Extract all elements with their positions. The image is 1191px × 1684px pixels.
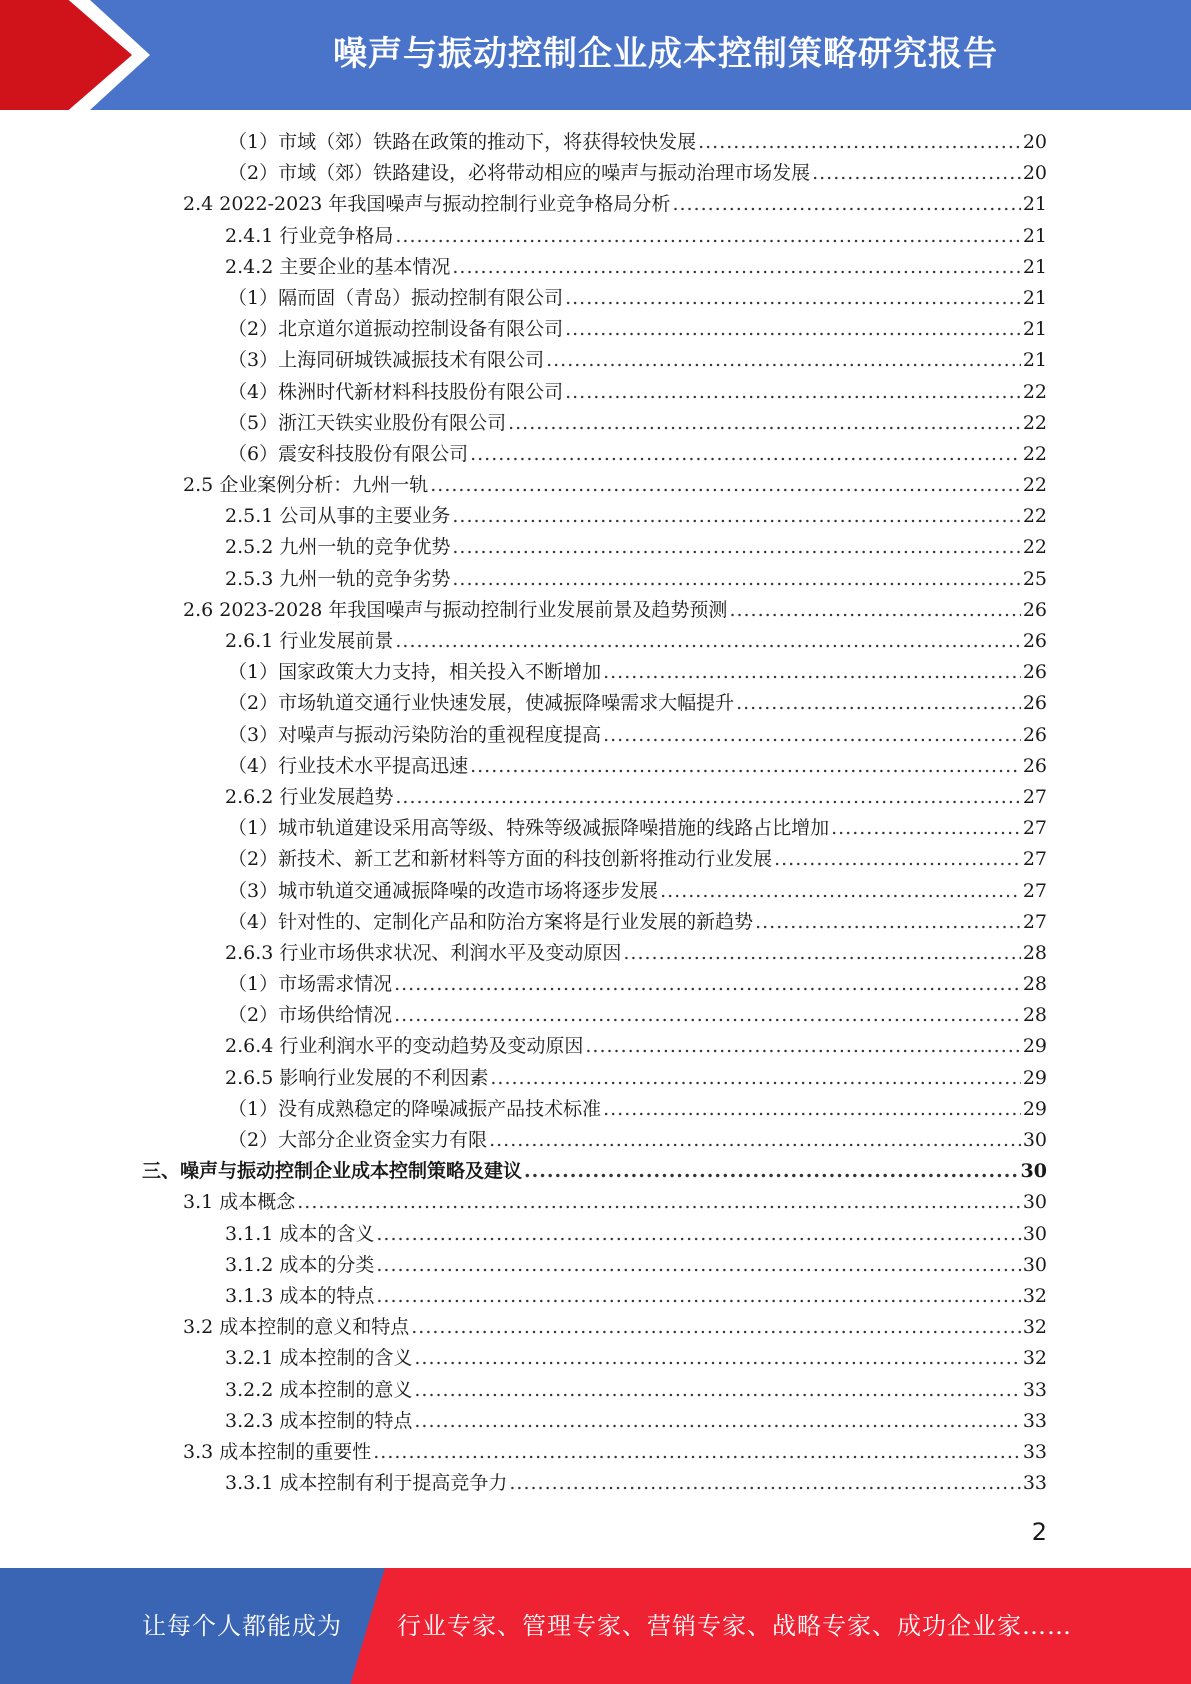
toc-entry-page: 33	[1022, 1378, 1047, 1401]
page-header	[0, 0, 1191, 110]
toc-dot-leader	[508, 408, 1021, 439]
toc-entry[interactable]	[0, 532, 1191, 563]
toc-entry-label: 3.2.1 成本控制的含义	[225, 1347, 413, 1370]
toc-entry-label: （2）北京道尔道振动控制设备有限公司	[228, 318, 564, 341]
toc-entry-page: 20	[1022, 162, 1047, 185]
toc-entry[interactable]	[0, 408, 1191, 439]
toc-entry-label: （3）上海同研城铁减振技术有限公司	[228, 349, 545, 372]
toc-dot-leader	[414, 1406, 1020, 1437]
toc-entry-page: 30	[1022, 1222, 1047, 1245]
toc-entry-label: （2）市场轨道交通行业快速发展，使减振降噪需求大幅提升	[228, 692, 735, 715]
toc-entry-page: 22	[1022, 411, 1047, 434]
toc-entry-page: 33	[1022, 1409, 1047, 1432]
toc-entry-label: 3.1.2 成本的分类	[225, 1253, 375, 1276]
toc-entry-page: 21	[1022, 349, 1047, 372]
toc-entry-label: 三、噪声与振动控制企业成本控制策略及建议	[142, 1160, 523, 1183]
toc-dot-leader	[452, 532, 1020, 563]
toc-entry[interactable]	[0, 720, 1191, 751]
toc-entry[interactable]	[0, 595, 1191, 626]
toc-dot-leader	[414, 1343, 1020, 1374]
toc-entry-page: 32	[1022, 1284, 1047, 1307]
toc-dot-leader	[452, 501, 1020, 532]
toc-dot-leader	[470, 751, 1021, 782]
toc-entry-page: 27	[1022, 879, 1047, 902]
toc-entry[interactable]	[0, 1250, 1191, 1281]
toc-entry[interactable]	[0, 221, 1191, 252]
toc-entry-label: 2.4.1 行业竞争格局	[225, 224, 394, 247]
toc-entry-page: 32	[1022, 1347, 1047, 1370]
toc-entry-label: （1）国家政策大力支持，相关投入不断增加	[228, 661, 602, 684]
toc-entry[interactable]	[0, 1063, 1191, 1094]
toc-entry-page: 21	[1022, 286, 1047, 309]
toc-entry[interactable]	[0, 813, 1191, 844]
toc-entry[interactable]	[0, 564, 1191, 595]
toc-entry[interactable]	[0, 501, 1191, 532]
toc-entry-page: 28	[1022, 973, 1047, 996]
toc-entry-label: 3.1 成本概念	[183, 1191, 296, 1214]
toc-entry-page: 22	[1022, 505, 1047, 528]
toc-entry[interactable]	[0, 876, 1191, 907]
toc-dot-leader	[603, 720, 1021, 751]
toc-entry-label: （4）针对性的、定制化产品和防治方案将是行业发展的新趋势	[228, 910, 754, 933]
toc-entry[interactable]	[0, 782, 1191, 813]
toc-dot-leader	[546, 345, 1021, 376]
toc-entry[interactable]	[0, 1031, 1191, 1062]
toc-entry-label: 2.6 2023-2028 年我国噪声与振动控制行业发展前景及趋势预测	[183, 598, 728, 621]
toc-dot-leader	[736, 688, 1021, 719]
toc-dot-leader	[774, 844, 1021, 875]
toc-dot-leader	[395, 782, 1020, 813]
toc-dot-leader	[831, 813, 1021, 844]
toc-entry-label: （2）市场供给情况	[228, 1004, 393, 1027]
toc-entry-label: （3）城市轨道交通减振降噪的改造市场将逐步发展	[228, 879, 659, 902]
toc-entry[interactable]	[0, 688, 1191, 719]
toc-entry-page: 22	[1022, 474, 1047, 497]
toc-entry-page: 26	[1022, 661, 1047, 684]
toc-dot-leader	[524, 1156, 1019, 1187]
toc-entry-page: 21	[1022, 193, 1047, 216]
toc-entry-page: 22	[1022, 442, 1047, 465]
toc-entry-page: 26	[1022, 630, 1047, 652]
toc-entry-page: 28	[1022, 1004, 1047, 1027]
toc-dot-leader	[565, 314, 1021, 345]
toc-entry[interactable]	[0, 1406, 1191, 1437]
toc-entry[interactable]	[0, 1468, 1191, 1499]
toc-entry-page: 27	[1022, 817, 1047, 840]
toc-entry-label: （1）市场需求情况	[228, 973, 393, 996]
toc-dot-leader	[376, 1250, 1020, 1281]
toc-entry-page: 32	[1022, 1316, 1047, 1339]
toc-entry-page: 27	[1022, 848, 1047, 871]
toc-dot-leader	[660, 876, 1021, 907]
toc-entry[interactable]	[0, 1156, 1191, 1187]
toc-entry[interactable]	[0, 314, 1191, 345]
toc-entry[interactable]	[0, 345, 1191, 376]
toc-entry-label: （2）大部分企业资金实力有限	[228, 1129, 488, 1151]
toc-entry-page: 26	[1022, 598, 1047, 621]
toc-entry[interactable]	[0, 189, 1191, 220]
table-of-contents	[0, 127, 1191, 1499]
header-chevron-icon	[0, 0, 132, 110]
toc-entry[interactable]	[0, 907, 1191, 938]
toc-entry[interactable]	[0, 1437, 1191, 1468]
toc-entry-label: 2.5 企业案例分析：九州一轨	[183, 474, 429, 497]
toc-dot-leader	[729, 595, 1020, 626]
toc-dot-leader	[452, 564, 1020, 595]
toc-entry-page: 26	[1022, 692, 1047, 715]
toc-entry[interactable]	[0, 283, 1191, 314]
toc-dot-leader	[672, 189, 1020, 220]
toc-dot-leader	[395, 221, 1020, 252]
toc-entry-label: （4）行业技术水平提高迅速	[228, 754, 469, 777]
toc-entry-label: 2.5.2 九州一轨的竞争优势	[225, 536, 451, 559]
toc-entry[interactable]	[0, 1312, 1191, 1343]
toc-entry[interactable]	[0, 751, 1191, 782]
toc-entry-label: （4）株洲时代新材料科技股份有限公司	[228, 380, 564, 403]
toc-entry-page: 30	[1022, 1253, 1047, 1276]
toc-entry-page: 29	[1022, 1066, 1047, 1089]
toc-entry-page: 27	[1022, 785, 1047, 808]
toc-dot-leader	[394, 969, 1021, 1000]
toc-entry[interactable]	[0, 844, 1191, 875]
toc-entry-label: （1）没有成熟稳定的降噪减振产品技术标准	[228, 1097, 602, 1120]
toc-entry[interactable]	[0, 127, 1191, 158]
toc-entry-label: （5）浙江天铁实业股份有限公司	[228, 411, 507, 434]
toc-entry-page: 28	[1022, 941, 1047, 964]
toc-dot-leader	[394, 1000, 1021, 1031]
toc-entry[interactable]	[0, 1125, 1191, 1156]
toc-entry-label: 2.4.2 主要企业的基本情况	[225, 255, 451, 278]
toc-dot-leader	[585, 1031, 1020, 1062]
toc-entry-page: 21	[1022, 318, 1047, 341]
toc-entry-label: （6）震安科技股份有限公司	[228, 442, 469, 465]
toc-entry-page: 33	[1022, 1440, 1047, 1463]
toc-entry-page: 25	[1022, 567, 1047, 590]
toc-entry[interactable]	[0, 969, 1191, 1000]
toc-dot-leader	[376, 1219, 1020, 1250]
toc-entry-label: 3.1.1 成本的含义	[225, 1222, 375, 1245]
toc-entry-label: 2.6.5 影响行业发展的不利因素	[225, 1066, 489, 1089]
toc-entry-label: 3.2.2 成本控制的意义	[225, 1378, 413, 1401]
toc-dot-leader	[565, 283, 1021, 314]
toc-dot-leader	[470, 439, 1021, 470]
toc-dot-leader	[603, 657, 1021, 688]
toc-entry-label: 2.6.4 行业利润水平的变动趋势及变动原因	[225, 1035, 584, 1058]
toc-entry-page: 21	[1022, 255, 1047, 278]
toc-entry-page: 33	[1022, 1472, 1047, 1495]
toc-entry-label: 2.6.3 行业市场供求状况、利润水平及变动原因	[225, 941, 622, 964]
toc-entry[interactable]	[0, 470, 1191, 501]
footer-slogan-right: 行业专家、管理专家、营销专家、战略专家、成功企业家……	[397, 1612, 1072, 1640]
toc-dot-leader	[395, 626, 1020, 657]
toc-entry[interactable]	[0, 1281, 1191, 1312]
toc-entry-page: 30	[1020, 1160, 1047, 1183]
toc-dot-leader	[509, 1468, 1020, 1499]
toc-entry-page: 29	[1022, 1097, 1047, 1120]
toc-entry-label: （3）对噪声与振动污染防治的重视程度提高	[228, 723, 602, 746]
toc-dot-leader	[489, 1125, 1021, 1156]
toc-entry-label: 3.3 成本控制的重要性	[183, 1440, 372, 1463]
toc-entry-label: （2）市域（郊）铁路建设，必将带动相应的噪声与振动治理市场发展	[228, 162, 811, 185]
toc-entry-label: （1）市域（郊）铁路在政策的推动下，将获得较快发展	[228, 131, 697, 153]
toc-entry-page: 29	[1022, 1035, 1047, 1058]
toc-entry-label: （1）隔而固（青岛）振动控制有限公司	[228, 286, 564, 309]
toc-entry[interactable]	[0, 158, 1191, 189]
toc-dot-leader	[623, 938, 1020, 969]
toc-entry-label: （2）新技术、新工艺和新材料等方面的科技创新将推动行业发展	[228, 848, 773, 871]
toc-entry[interactable]	[0, 377, 1191, 408]
toc-entry-label: 2.6.2 行业发展趋势	[225, 785, 394, 808]
toc-dot-leader	[755, 907, 1021, 938]
report-title: 噪声与振动控制企业成本控制策略研究报告	[333, 34, 998, 74]
toc-entry[interactable]	[0, 657, 1191, 688]
toc-entry-label: 2.5.3 九州一轨的竞争劣势	[225, 567, 451, 590]
toc-entry-label: 3.2.3 成本控制的特点	[225, 1409, 413, 1432]
page-footer	[0, 1568, 1191, 1684]
toc-dot-leader	[430, 470, 1021, 501]
toc-entry-page: 26	[1022, 754, 1047, 777]
toc-entry-page: 22	[1022, 380, 1047, 403]
toc-entry[interactable]	[0, 252, 1191, 283]
toc-entry[interactable]	[0, 1375, 1191, 1406]
toc-entry-label: 2.5.1 公司从事的主要业务	[225, 505, 451, 528]
toc-dot-leader	[452, 252, 1020, 283]
toc-entry-page: 26	[1022, 723, 1047, 746]
toc-entry[interactable]	[0, 1219, 1191, 1250]
toc-entry-page: 21	[1022, 224, 1047, 247]
toc-dot-leader	[297, 1187, 1021, 1218]
toc-entry[interactable]	[0, 626, 1191, 657]
toc-entry-page: 27	[1022, 910, 1047, 933]
toc-entry[interactable]	[0, 439, 1191, 470]
toc-entry-page: 30	[1022, 1129, 1047, 1151]
toc-entry-label: 2.4 2022-2023 年我国噪声与振动控制行业竞争格局分析	[183, 193, 671, 216]
toc-dot-leader	[490, 1063, 1020, 1094]
toc-entry-label: 3.1.3 成本的特点	[225, 1284, 375, 1307]
toc-entry-page: 30	[1022, 1191, 1047, 1214]
page-number: 2	[1031, 1518, 1047, 1546]
toc-entry[interactable]	[0, 1000, 1191, 1031]
toc-entry[interactable]	[0, 1187, 1191, 1218]
toc-dot-leader	[812, 158, 1021, 189]
toc-dot-leader	[698, 127, 1021, 158]
toc-entry-page: 20	[1022, 131, 1047, 153]
toc-dot-leader	[603, 1094, 1021, 1125]
toc-entry[interactable]	[0, 1343, 1191, 1374]
toc-dot-leader	[565, 377, 1021, 408]
toc-dot-leader	[411, 1312, 1021, 1343]
toc-entry-label: 2.6.1 行业发展前景	[225, 630, 394, 652]
toc-dot-leader	[373, 1437, 1021, 1468]
toc-entry-label: （1）城市轨道建设采用高等级、特殊等级减振降噪措施的线路占比增加	[228, 817, 830, 840]
toc-dot-leader	[414, 1375, 1020, 1406]
toc-entry-page: 22	[1022, 536, 1047, 559]
footer-slogan-left: 让每个人都能成为	[142, 1612, 342, 1640]
toc-entry-label: 3.3.1 成本控制有利于提高竞争力	[225, 1472, 508, 1495]
toc-entry[interactable]	[0, 1094, 1191, 1125]
toc-dot-leader	[376, 1281, 1020, 1312]
toc-entry-label: 3.2 成本控制的意义和特点	[183, 1316, 410, 1339]
toc-entry[interactable]	[0, 938, 1191, 969]
